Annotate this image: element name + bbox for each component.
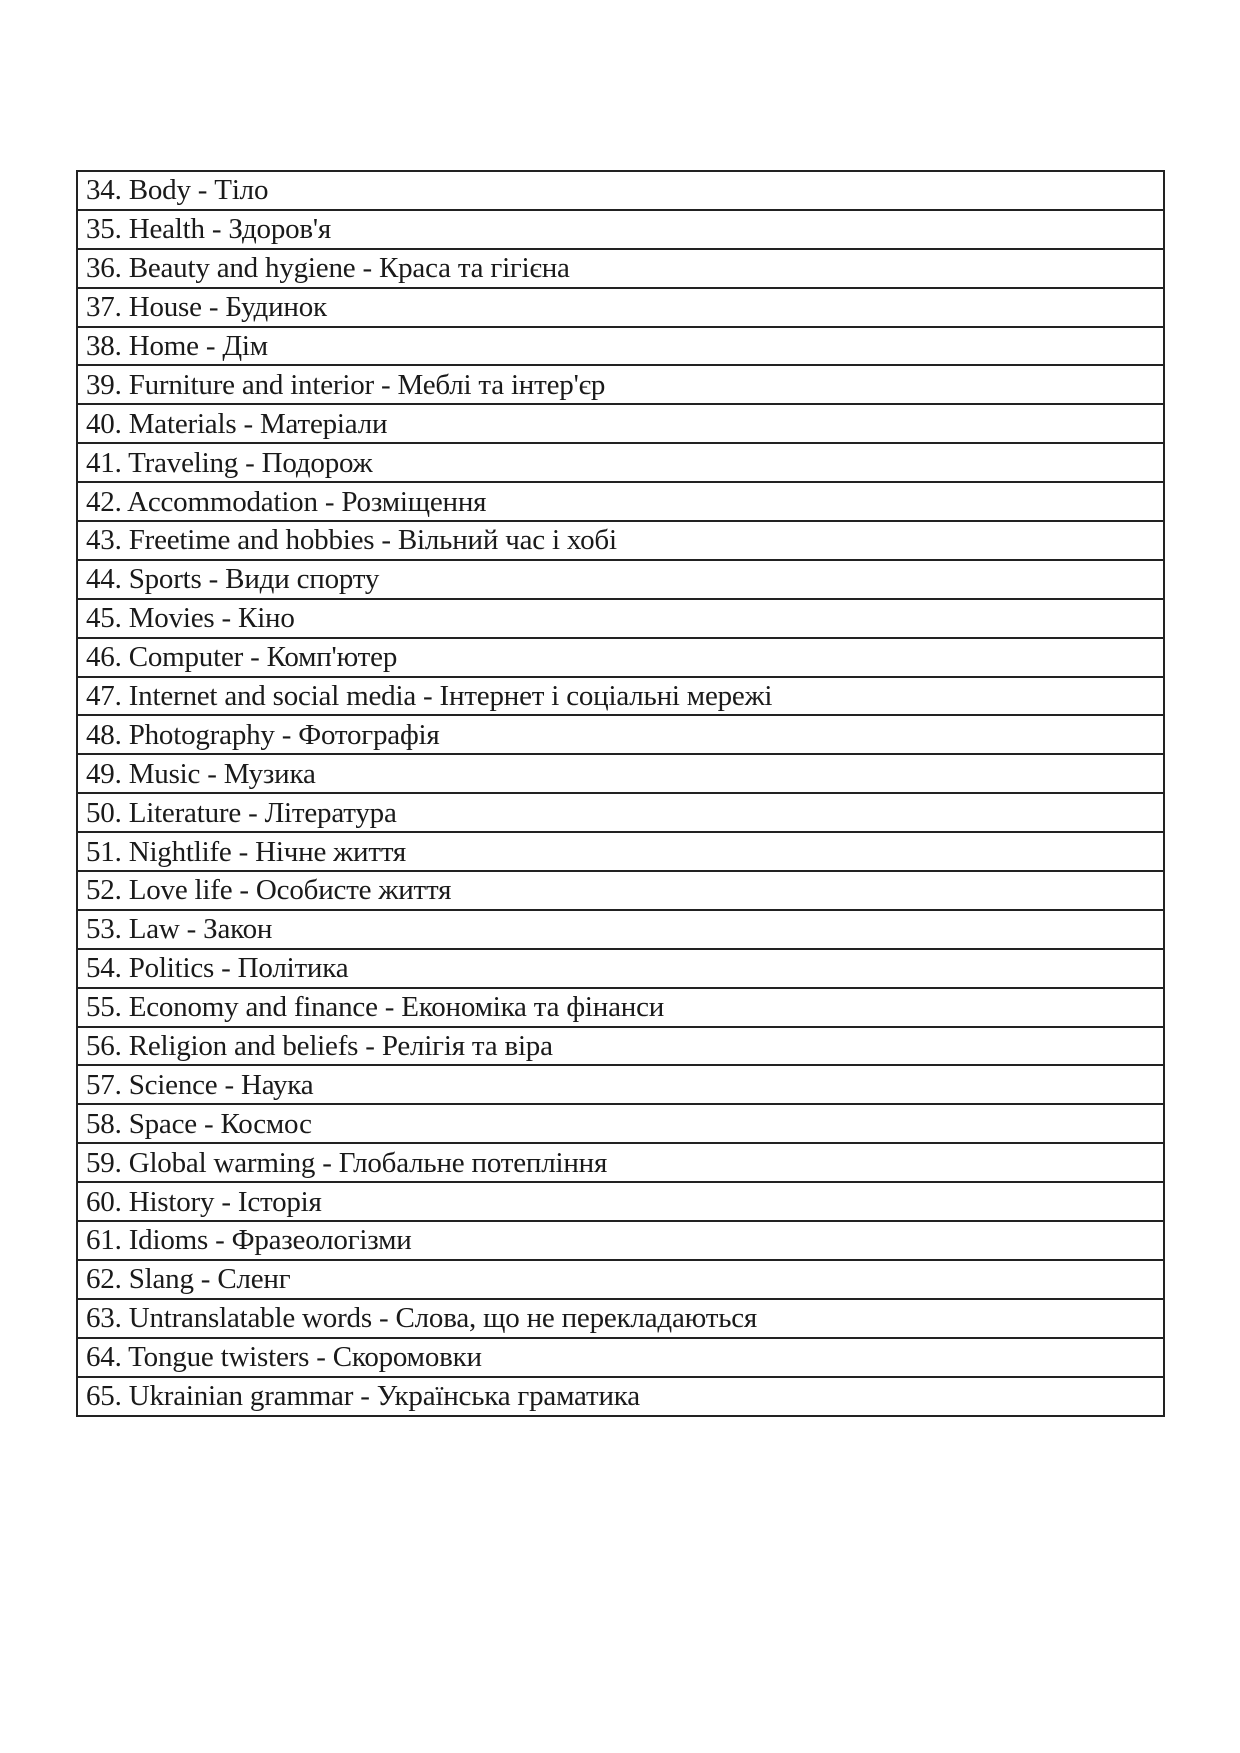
table-row [77, 715, 1164, 754]
table-row [77, 327, 1164, 366]
topic-cell: 58. Space - Космос [77, 1104, 1164, 1143]
table-row [77, 365, 1164, 404]
topic-cell: 59. Global warming - Глобальне потепління [77, 1143, 1164, 1182]
table-row [77, 754, 1164, 793]
topic-cell: 50. Literature - Література [77, 793, 1164, 832]
topic-cell: 60. History - Історія [77, 1182, 1164, 1221]
topic-cell: 65. Ukrainian grammar - Українська граматика [77, 1377, 1164, 1416]
topic-cell: 43. Freetime and hobbies - Вільний час і хобі [77, 521, 1164, 560]
topic-cell: 62. Slang - Сленг [77, 1260, 1164, 1299]
table-row [77, 1027, 1164, 1066]
table-row [77, 1260, 1164, 1299]
table-row [77, 1182, 1164, 1221]
topic-cell: 41. Traveling - Подорож [77, 443, 1164, 482]
topic-cell: 48. Photography - Фотографія [77, 715, 1164, 754]
topic-cell: 47. Internet and social media - Інтернет і соціальні мережі [77, 677, 1164, 716]
table-row [77, 482, 1164, 521]
topic-cell: 39. Furniture and interior - Меблі та інтер'єр [77, 365, 1164, 404]
table-row [77, 793, 1164, 832]
topic-cell: 52. Love life - Особисте життя [77, 871, 1164, 910]
table-row [77, 1104, 1164, 1143]
topic-cell: 51. Nightlife - Нічне життя [77, 832, 1164, 871]
table-row [77, 1299, 1164, 1338]
table-row [77, 832, 1164, 871]
table-row [77, 560, 1164, 599]
table-row [77, 1143, 1164, 1182]
topic-cell: 57. Science - Наука [77, 1065, 1164, 1104]
topic-cell: 36. Beauty and hygiene - Краса та гігієна [77, 249, 1164, 288]
table-row [77, 910, 1164, 949]
topics-table [76, 170, 1165, 1417]
table-row [77, 677, 1164, 716]
table-row [77, 404, 1164, 443]
topic-cell: 55. Economy and finance - Економіка та фінанси [77, 988, 1164, 1027]
table-row [77, 1377, 1164, 1416]
topic-cell: 35. Health - Здоров'я [77, 210, 1164, 249]
topic-cell: 38. Home - Дім [77, 327, 1164, 366]
table-row [77, 871, 1164, 910]
topic-cell: 42. Accommodation - Розміщення [77, 482, 1164, 521]
topic-cell: 34. Body - Тіло [77, 171, 1164, 210]
topic-cell: 44. Sports - Види спорту [77, 560, 1164, 599]
topic-cell: 64. Tongue twisters - Скоромовки [77, 1338, 1164, 1377]
table-row [77, 249, 1164, 288]
topic-cell: 63. Untranslatable words - Слова, що не перекладаються [77, 1299, 1164, 1338]
table-row [77, 288, 1164, 327]
table-row [77, 171, 1164, 210]
table-row [77, 210, 1164, 249]
topic-cell: 37. House - Будинок [77, 288, 1164, 327]
table-row [77, 443, 1164, 482]
table-row [77, 638, 1164, 677]
table-row [77, 1221, 1164, 1260]
topic-cell: 61. Idioms - Фразеологізми [77, 1221, 1164, 1260]
topic-cell: 53. Law - Закон [77, 910, 1164, 949]
topics-table-body [77, 171, 1164, 1416]
table-row [77, 599, 1164, 638]
table-row [77, 1065, 1164, 1104]
table-row [77, 1338, 1164, 1377]
table-row [77, 988, 1164, 1027]
topic-cell: 45. Movies - Кіно [77, 599, 1164, 638]
table-row [77, 949, 1164, 988]
topic-cell: 49. Music - Музика [77, 754, 1164, 793]
topic-cell: 54. Politics - Політика [77, 949, 1164, 988]
topic-cell: 56. Religion and beliefs - Релігія та віра [77, 1027, 1164, 1066]
topic-cell: 40. Materials - Матеріали [77, 404, 1164, 443]
table-row [77, 521, 1164, 560]
topic-cell: 46. Computer - Комп'ютер [77, 638, 1164, 677]
